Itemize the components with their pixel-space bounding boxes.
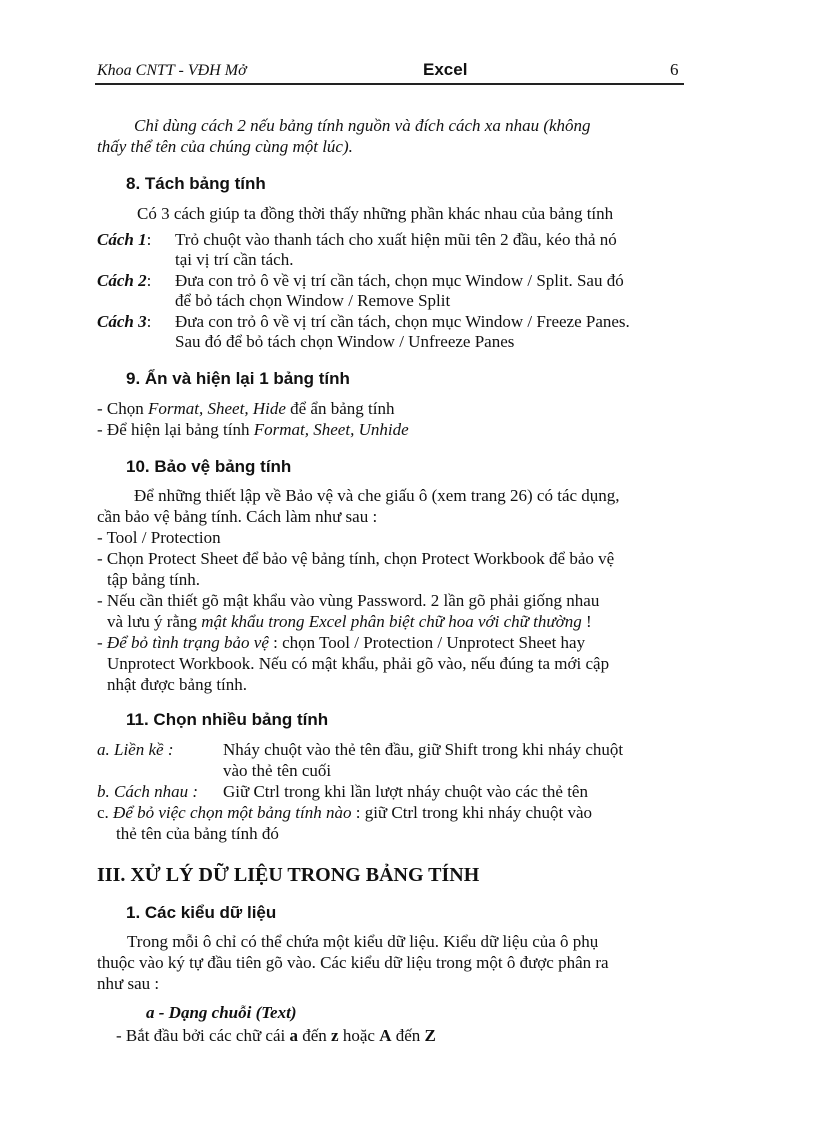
section-8-intro: Có 3 cách giúp ta đồng thời thấy những phần khác nhau của bảng tính (137, 204, 614, 223)
section-III-heading: III. XỬ LÝ DỮ LIỆU TRONG BẢNG TÍNH (97, 864, 480, 886)
section-11-b-label: b. Cách nhau : (97, 782, 199, 801)
cach-3-line-1: Đưa con trỏ ô về vị trí cần tách, chọn mục Window / Freeze Panes. (175, 312, 630, 331)
header-title: Excel (423, 60, 468, 79)
section-10-bullet-4-line-1: - Để bỏ tình trạng bảo vệ : chọn Tool / Protection / Unprotect Sheet hay (97, 633, 586, 652)
section-10-bullet-4-line-2: Unprotect Workbook. Nếu có mật khẩu, phải gõ vào, nếu đúng ta mới cập (107, 654, 610, 673)
text-type-heading: a - Dạng chuỗi (Text) (146, 1003, 297, 1022)
section-11-c-line-1: c. Để bỏ việc chọn một bảng tính nào : giữ Ctrl trong khi nháy chuột vào (97, 803, 593, 822)
header-left: Khoa CNTT - VĐH Mở (97, 62, 247, 79)
section-10-bullet-2-line-2: tập bảng tính. (107, 570, 201, 589)
section-10-bullet-4-line-3: nhật được bảng tính. (107, 675, 248, 694)
section-8-heading: 8. Tách bảng tính (126, 174, 266, 193)
section-10-heading: 10. Bảo vệ bảng tính (126, 457, 292, 476)
cach-1-line-1: Trỏ chuột vào thanh tách cho xuất hiện mũi tên 2 đầu, kéo thả nó (175, 230, 617, 249)
section-III-subheading: 1. Các kiểu dữ liệu (126, 903, 277, 922)
section-11-a-line-2: vào thẻ tên cuối (223, 761, 332, 780)
section-11-b-line-1: Giữ Ctrl trong khi lần lượt nháy chuột vào các thẻ tên (223, 782, 588, 801)
section-10-para-2: cần bảo vệ bảng tính. Cách làm như sau : (97, 507, 378, 526)
cach-3-label: Cách 3: (97, 312, 152, 331)
section-9-line-2: - Để hiện lại bảng tính Format, Sheet, Unhide (97, 420, 409, 439)
section-III-para-1: Trong mỗi ô chỉ có thể chứa một kiểu dữ liệu. Kiểu dữ liệu của ô phụ (127, 932, 599, 951)
section-10-bullet-2-line-1: - Chọn Protect Sheet để bảo vệ bảng tính, chọn Protect Workbook để bảo vệ (97, 549, 615, 568)
section-10-bullet-3-line-1: - Nếu cần thiết gõ mật khẩu vào vùng Password. 2 lần gõ phải giống nhau (97, 591, 600, 610)
cach-3-line-2: Sau đó để bỏ tách chọn Window / Unfreeze Panes (175, 332, 515, 351)
section-11-heading: 11. Chọn nhiều bảng tính (126, 710, 329, 729)
cach-2-label: Cách 2: (97, 271, 152, 290)
section-9-heading: 9. Ẩn và hiện lại 1 bảng tính (126, 369, 350, 388)
section-11-a-line-1: Nháy chuột vào thẻ tên đầu, giữ Shift trong khi nháy chuột (223, 740, 624, 759)
intro-line-2: thấy thể tên của chúng cùng một lúc). (97, 137, 353, 156)
section-11-c-line-2: thẻ tên của bảng tính đó (116, 824, 279, 843)
page-number: 6 (670, 60, 679, 79)
section-III-para-2: thuộc vào ký tự đầu tiên gõ vào. Các kiểu dữ liệu trong một ô được phân ra (97, 953, 609, 972)
cach-2-line-2: để bỏ tách chọn Window / Remove Split (175, 291, 451, 310)
section-9-line-1: - Chọn Format, Sheet, Hide để ẩn bảng tính (97, 399, 395, 418)
section-10-bullet-1: - Tool / Protection (97, 528, 221, 547)
cach-1-label: Cách 1: (97, 230, 152, 249)
header-rule (95, 83, 684, 85)
section-III-para-3: như sau : (97, 974, 160, 993)
section-10-para-1: Để những thiết lập về Bảo vệ và che giấu ô (xem trang 26) có tác dụng, (134, 486, 620, 505)
section-11-a-label: a. Liền kề : (97, 740, 174, 759)
cach-2-line-1: Đưa con trỏ ô về vị trí cần tách, chọn mục Window / Split. Sau đó (175, 271, 624, 290)
intro-line-1: Chỉ dùng cách 2 nếu bảng tính nguồn và đích cách xa nhau (không (134, 116, 591, 135)
text-type-line-1: - Bắt đầu bởi các chữ cái a đến z hoặc A đến Z (116, 1026, 436, 1045)
cach-1-line-2: tại vị trí cần tách. (175, 250, 294, 269)
section-10-bullet-3-line-2: và lưu ý rằng mật khẩu trong Excel phân biệt chữ hoa với chữ thường ! (107, 612, 592, 631)
